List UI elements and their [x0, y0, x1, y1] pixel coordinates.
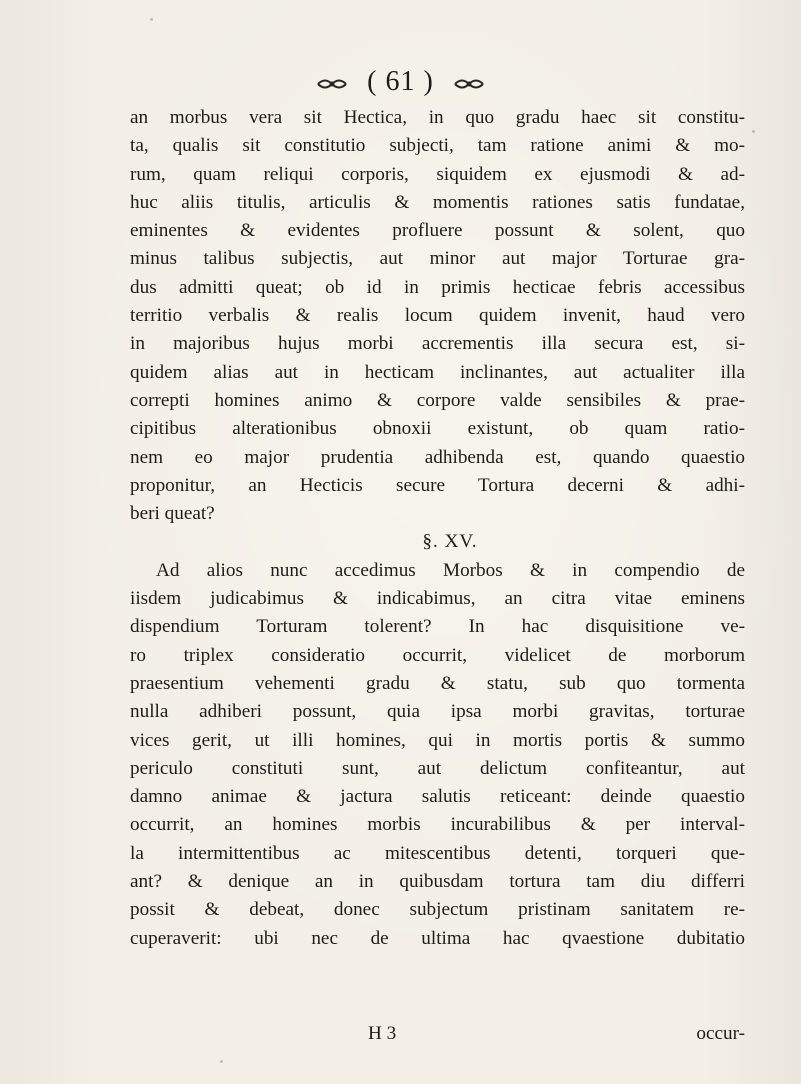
- text-line: huc aliis titulis, articulis & momentis rationes satis fundatae,: [130, 191, 745, 213]
- text-line: beri queat?: [130, 503, 215, 525]
- text-line: damno animae & jactura salutis reticeant: deinde quaestio: [130, 786, 745, 808]
- text-line: dus admitti queat; ob id in primis hecticae febris accessibus: [130, 276, 745, 298]
- ornament-icon: [317, 76, 347, 92]
- text-line: quidem alias aut in hecticam inclinantes, aut actualiter illa: [130, 361, 745, 383]
- text-line: ta, qualis sit constitutio subjecti, tam ratione animi & mo-: [130, 135, 745, 157]
- text-line: periculo constituti sunt, aut delictum confiteantur, aut: [130, 757, 745, 779]
- text-line: proponitur, an Hecticis secure Tortura decerni & adhi-: [130, 474, 745, 496]
- text-line: occurrit, an homines morbis incurabilibus & per interval-: [130, 814, 745, 836]
- text-line: nulla adhiberi possunt, quia ipsa morbi gravitas, torturae: [130, 701, 745, 723]
- text-line: vices gerit, ut illi homines, qui in mortis portis & summo: [130, 729, 745, 751]
- text-line: Ad alios nunc accedimus Morbos & in compendio de: [156, 559, 745, 581]
- ornament-icon: [454, 76, 484, 92]
- text-line: iisdem judicabimus & indicabimus, an citra vitae eminens: [130, 588, 745, 610]
- paper-speck: [220, 1060, 223, 1063]
- text-line: eminentes & evidentes profluere possunt & solent, quo: [130, 220, 745, 242]
- text-line: rum, quam reliqui corporis, siquidem ex ejusmodi & ad-: [130, 163, 745, 185]
- text-line: praesentium vehementi gradu & statu, sub quo tormenta: [130, 672, 745, 694]
- text-line: an morbus vera sit Hectica, in quo gradu haec sit constitu-: [130, 107, 745, 128]
- text-line: la intermittentibus ac mitescentibus detenti, torqueri que-: [130, 842, 745, 864]
- text-line: correpti homines animo & corpore valde sensibiles & prae-: [130, 389, 745, 411]
- signature-mark: H 3: [368, 1023, 397, 1044]
- body-text: [130, 104, 745, 953]
- text-line: nem eo major prudentia adhibenda est, quando quaestio: [130, 446, 745, 468]
- text-line: ro triplex consideratio occurrit, videlicet de morborum: [130, 644, 745, 666]
- section-heading: §. XV.: [422, 531, 478, 553]
- text-line: territio verbalis & realis locum quidem invenit, haud vero: [130, 305, 745, 327]
- text-line: dispendium Torturam tolerent? In hac disquisitione ve-: [130, 616, 745, 638]
- text-line: cipitibus alterationibus obnoxii existunt, ob quam ratio-: [130, 418, 745, 440]
- catchword: occur-: [696, 1023, 745, 1044]
- text-line: cuperaverit: ubi nec de ultima hac qvaestione dubitatio: [130, 927, 745, 949]
- text-line: minus talibus subjectis, aut minor aut major Torturae gra-: [130, 248, 745, 270]
- text-line: in majoribus hujus morbi accrementis illa secura est, si-: [130, 333, 745, 355]
- page-number: ( 61 ): [367, 66, 434, 97]
- text-line: possit & debeat, donec subjectum pristinam sanitatem re-: [130, 899, 745, 921]
- page-header: [0, 66, 801, 98]
- paper-speck: [150, 18, 153, 21]
- paper-speck: [752, 130, 755, 133]
- text-line: ant? & denique an in quibusdam tortura tam diu differri: [130, 871, 745, 893]
